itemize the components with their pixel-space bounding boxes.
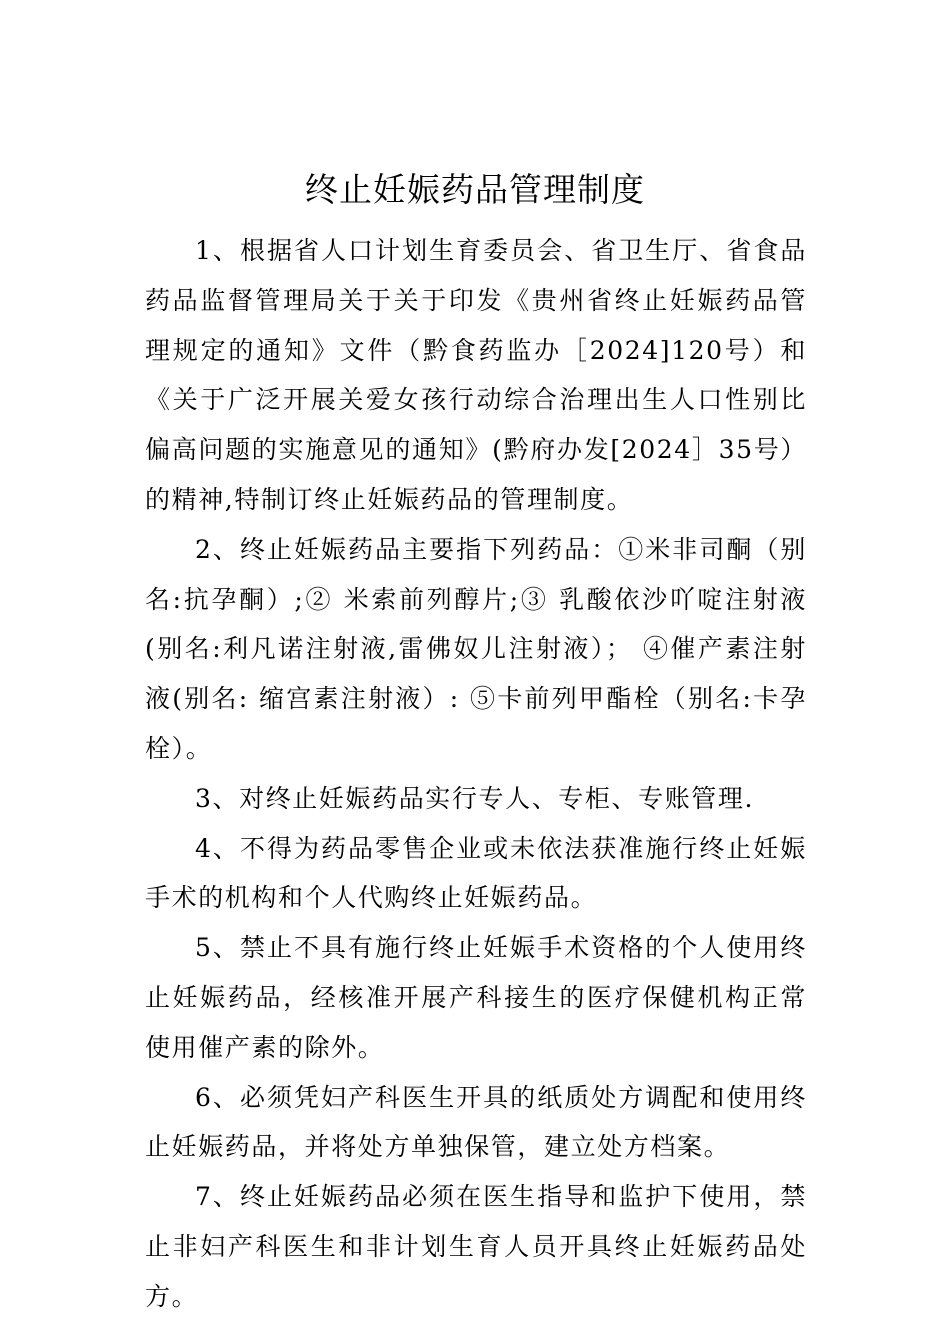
- paragraph-4: 4、不得为药品零售企业或未依法获准施行终止妊娠手术的机构和个人代购终止妊娠药品。: [145, 833, 807, 913]
- paragraph-5: 5、禁止不具有施行终止妊娠手术资格的个人使用终止妊娠药品，经核准开展产科接生的医疗保健机构正常使用催产素的除外。: [145, 933, 807, 1062]
- paragraph-6: 6、必须凭妇产科医生开具的纸质处方调配和使用终止妊娠药品，并将处方单独保管，建立处方档案。: [145, 1082, 807, 1162]
- paragraph-3: 3、对终止妊娠药品实行专人、专柜、专账管理.: [195, 783, 755, 813]
- paragraph-2: 2、终止妊娠药品主要指下列药品：①米非司酮（别名:抗孕酮）;② 米索前列醇片;③ 乳酸依沙吖啶注射液(别名:利凡诺注射液,雷佛奴儿注射液）； ④催产素注射液(别名: 缩宫素注射液）: ⑤卡前列甲酯栓（别名:卡孕栓）。: [145, 534, 807, 763]
- paragraph-7: 7、终止妊娠药品必须在医生指导和监护下使用，禁止非妇产科医生和非计划生育人员开具终止妊娠药品处方。: [145, 1182, 807, 1311]
- paragraph-1: 1、根据省人口计划生育委员会、省卫生厅、省食品药品监督管理局关于关于印发《贵州省终止妊娠药品管理规定的通知》文件（黔食药监办［2024]120号）和《关于广泛开展关爱女孩行动综合治理出生人口性别比偏高问题的实施意见的通知》(黔府办发[2024］35号）的精神,特制订终止妊娠药品的管理制度。: [145, 236, 807, 514]
- document-body: [145, 226, 807, 1322]
- document-title: 终止妊娠药品管理制度: [305, 170, 645, 209]
